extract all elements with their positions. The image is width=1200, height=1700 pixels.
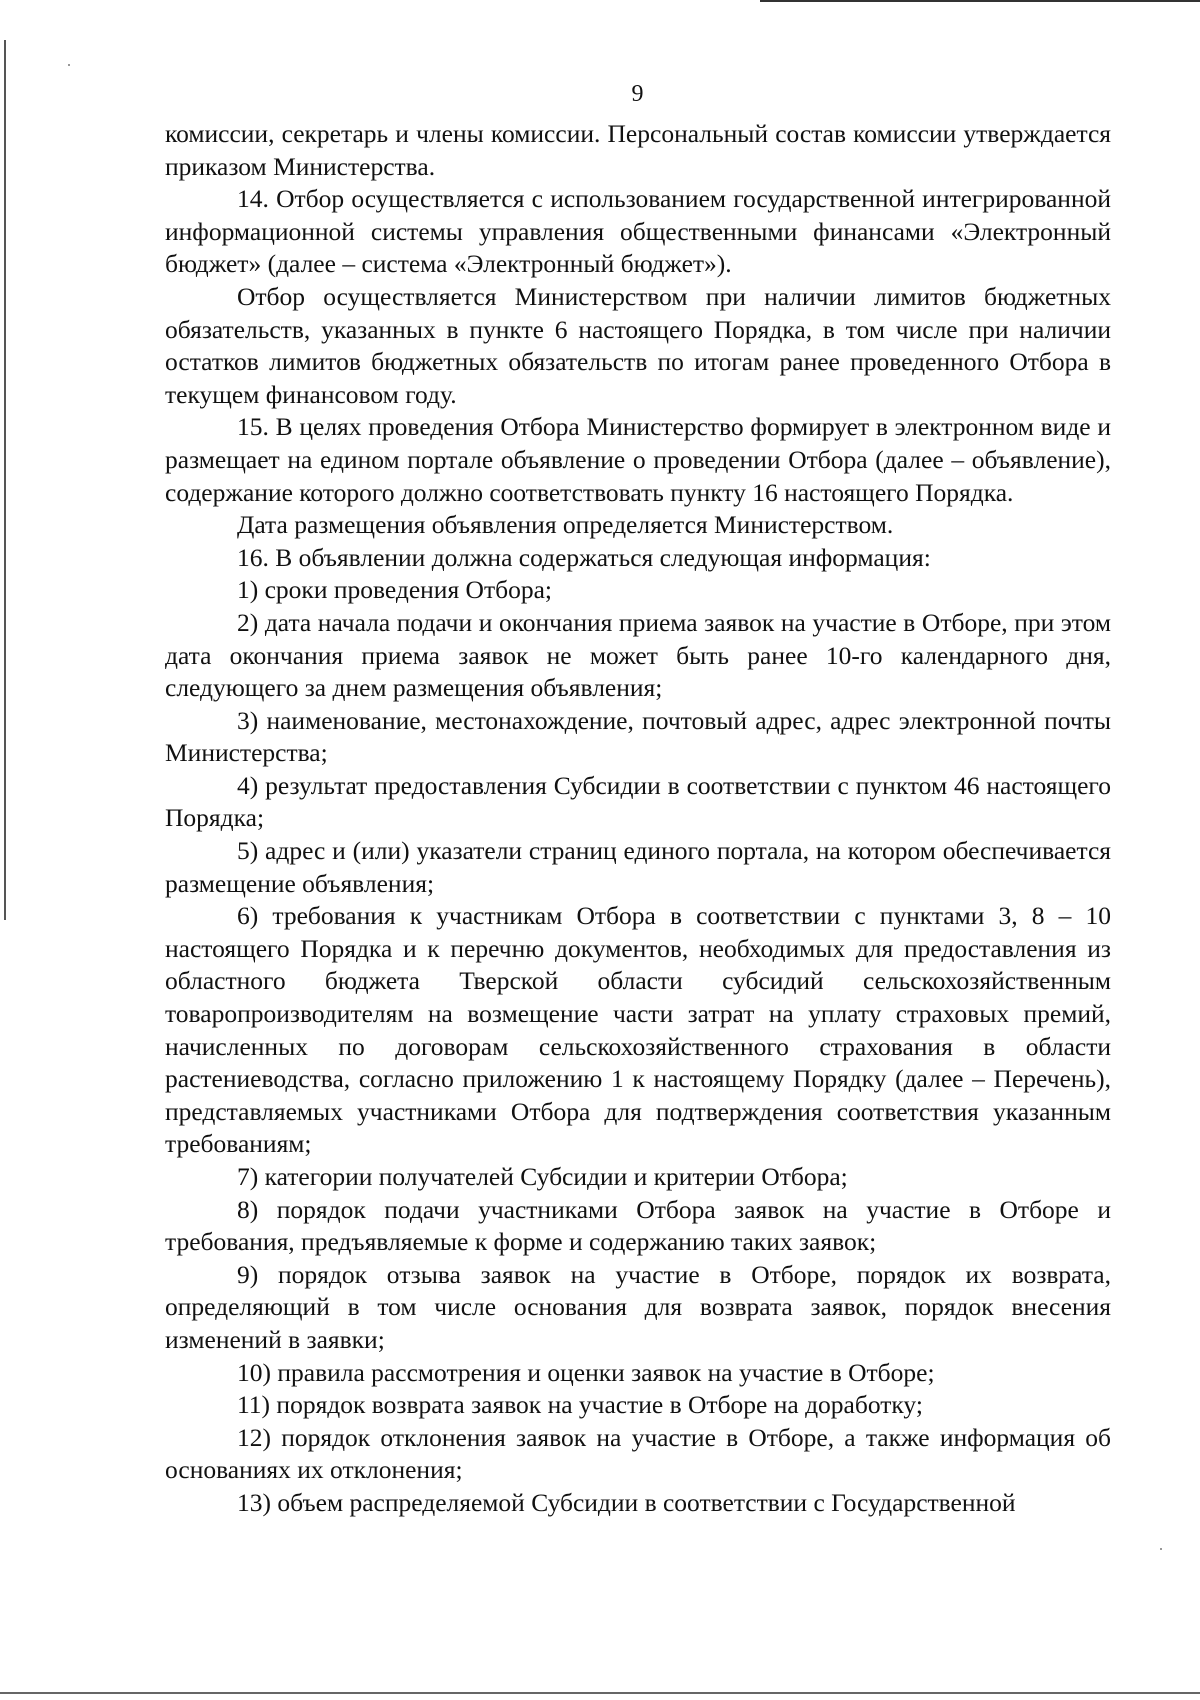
paragraph: 8) порядок подачи участниками Отбора заявок на участие в Отборе и требования, предъявляемые к форме и содержанию таких заявок;	[165, 1194, 1111, 1257]
page-number: 9	[631, 81, 644, 107]
paragraph: 4) результат предоставления Субсидии в соответствии с пунктом 46 настоящего Порядка;	[165, 770, 1111, 833]
paragraph: 7) категории получателей Субсидии и критерии Отбора;	[237, 1162, 848, 1191]
paragraph: Дата размещения объявления определяется Министерством.	[237, 510, 894, 540]
scan-speck	[68, 64, 70, 66]
paragraph: 5) адрес и (или) указатели страниц единого портала, на котором обеспечивается размещение объявления;	[165, 836, 1111, 898]
paragraph: Отбор осуществляется Министерством при наличии лимитов бюджетных обязательств, указанных в пункте 6 настоящего Порядка, в том числе при наличии остатков лимитов бюджетных обязательств по итогам ранее проведенного Отбора в текущем финансовом году.	[165, 281, 1111, 409]
paragraph: комиссии, секретарь и члены комиссии. Персональный состав комиссии утверждается приказом Министерства.	[165, 119, 1111, 181]
scan-speck	[1160, 1548, 1162, 1550]
scan-edge-top	[760, 0, 1200, 2]
paragraph: 14. Отбор осуществляется с использованием государственной интегрированной информационной системы управления общественными финансами «Электронный бюджет» (далее – система «Электронный бюджет»).	[165, 184, 1111, 279]
paragraph: 6) требования к участникам Отбора в соответствии с пунктами 3, 8 – 10 настоящего Порядка и к перечню документов, необходимых для предоставления из областного бюджета Тверской области субсидий сельскохозяйственным товаропроизводителям на возмещение части затрат на уплату страховых премий, начисленных по договорам сельскохозяйственного страхования в области растениеводства, согласно приложению 1 к настоящему Порядку (далее – Перечень), представляемых участниками Отбора для подтверждения соответствия указанным требованиям;	[165, 901, 1111, 1159]
scan-edge-left	[4, 40, 6, 920]
paragraph: 1) сроки проведения Отбора;	[237, 575, 552, 605]
paragraph: 9) порядок отзыва заявок на участие в Отборе, порядок их возврата, определяющий в том числе основания для возврата заявок, порядок внесения изменений в заявки;	[165, 1259, 1111, 1354]
paragraph: 13) объем распределяемой Субсидии в соответствии с Государственной	[237, 1487, 1016, 1517]
paragraph: 16. В объявлении должна содержаться следующая информация:	[237, 542, 931, 572]
document-body	[165, 118, 1111, 1520]
paragraph: 10) правила рассмотрения и оценки заявок на участие в Отборе;	[237, 1357, 935, 1387]
paragraph: 2) дата начала подачи и окончания приема заявок на участие в Отборе, при этом дата окончания приема заявок не может быть ранее 10-го календарного дня, следующего за днем размещения объявления;	[165, 607, 1111, 703]
paragraph: 3) наименование, местонахождение, почтовый адрес, адрес электронной почты Министерства;	[165, 705, 1111, 768]
scan-edge-bottom	[0, 1692, 1200, 1694]
paragraph: 12) порядок отклонения заявок на участие в Отборе, а также информация об основаниях их отклонения;	[165, 1422, 1111, 1485]
paragraph: 15. В целях проведения Отбора Министерство формирует в электронном виде и размещает на едином портале объявление о проведении Отбора (далее – объявление), содержание которого должно соответствовать пункту 16 настоящего Порядка.	[165, 412, 1111, 507]
paragraph: 11) порядок возврата заявок на участие в Отборе на доработку;	[237, 1390, 923, 1420]
